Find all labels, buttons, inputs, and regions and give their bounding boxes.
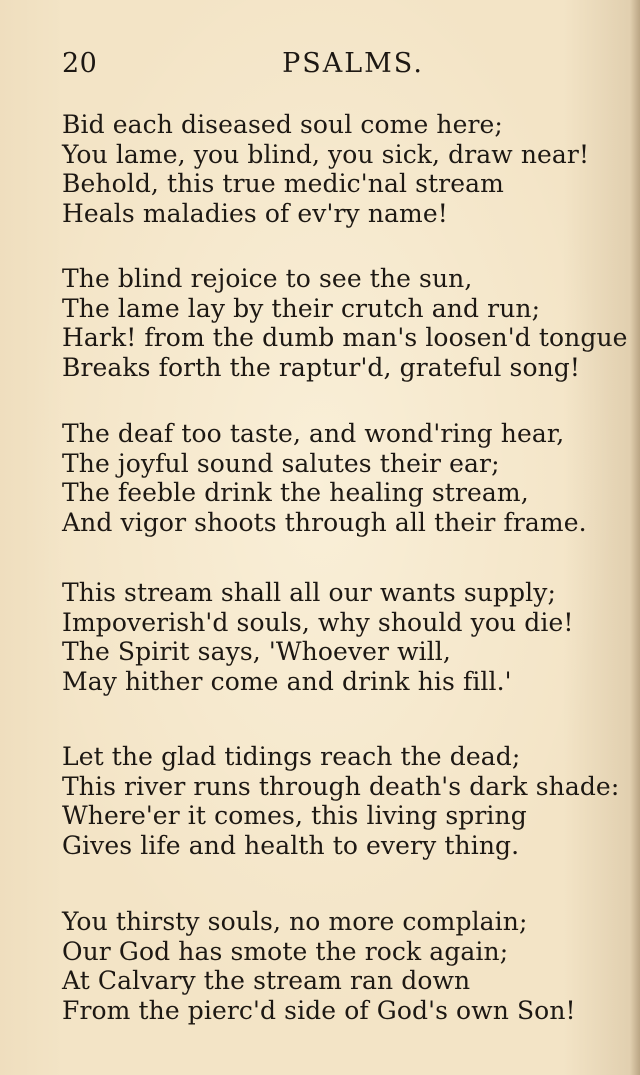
verse-line: This river runs through death's dark shade:: [62, 771, 620, 801]
stanza-6: [62, 907, 622, 1025]
stanza-1: [62, 110, 622, 228]
verse-line: The joyful sound salutes their ear;: [62, 448, 500, 478]
page-header: [62, 48, 600, 84]
verse-line: May hither come and drink his fill.': [62, 666, 512, 696]
verse-line: Impoverish'd souls, why should you die!: [62, 607, 574, 637]
verse-line: The feeble drink the healing stream,: [62, 478, 529, 507]
stanza-3: [62, 419, 622, 537]
verse-line: The Spirit says, 'Whoever will,: [62, 637, 451, 666]
verse-line: At Calvary the stream ran down: [62, 966, 471, 995]
page-number: 20: [62, 48, 98, 79]
verse-line: Breaks forth the raptur'd, grateful song!: [62, 352, 581, 382]
verse-line: This stream shall all our wants supply;: [62, 578, 556, 607]
verse-line: The blind rejoice to see the sun,: [62, 264, 473, 293]
verse-line: Let the glad tidings reach the dead;: [62, 742, 521, 771]
verse-line: Bid each diseased soul come here;: [62, 110, 503, 139]
verse-line: Hark! from the dumb man's loosen'd tongue: [62, 323, 628, 352]
page-edge-shadow: [630, 0, 640, 1075]
running-head: PSALMS.: [282, 48, 424, 79]
verse-line: And vigor shoots through all their frame.: [62, 507, 587, 537]
verse-line: You thirsty souls, no more complain;: [62, 907, 528, 936]
verse-line: The deaf too taste, and wond'ring hear,: [62, 419, 565, 448]
verse-line: The lame lay by their crutch and run;: [62, 293, 541, 323]
stanza-4: [62, 578, 622, 696]
stanza-5: [62, 742, 622, 860]
verse-line: Behold, this true medic'nal stream: [62, 169, 504, 198]
verse-line: From the pierc'd side of God's own Son!: [62, 995, 576, 1025]
verse-line: Where'er it comes, this living spring: [62, 801, 527, 830]
verse-line: Gives life and health to every thing.: [62, 830, 520, 860]
stanza-2: [62, 264, 628, 382]
verse-line: Heals maladies of ev'ry name!: [62, 198, 448, 228]
verse-line: You lame, you blind, you sick, draw near!: [62, 139, 590, 169]
verse-line: Our God has smote the rock again;: [62, 936, 509, 966]
